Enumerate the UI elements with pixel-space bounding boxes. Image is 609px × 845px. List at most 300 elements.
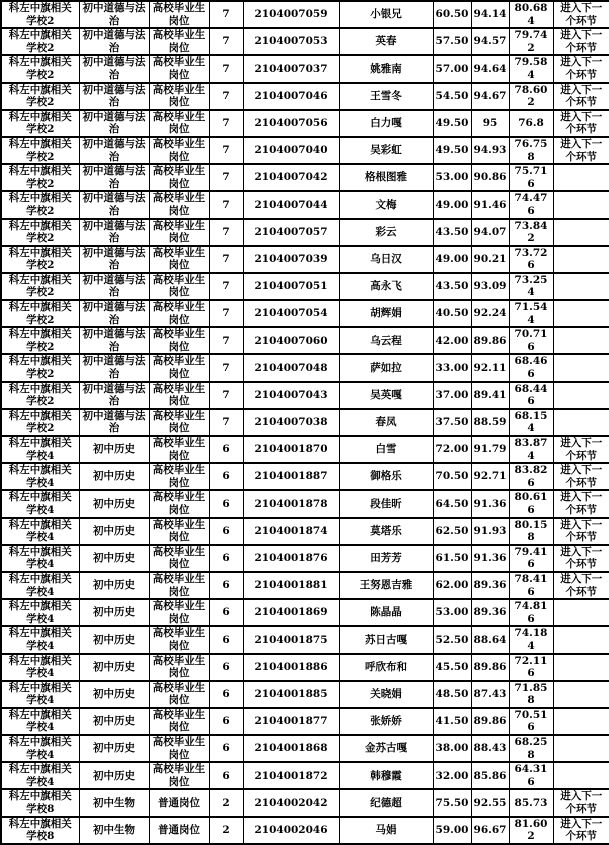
cell-status — [553, 626, 609, 653]
cell-name: 春凤 — [339, 409, 433, 436]
cell-name: 吴英嘎 — [339, 382, 433, 409]
cell-name: 小银兄 — [339, 1, 433, 28]
cell-id: 2104001878 — [243, 490, 339, 517]
cell-slots: 7 — [209, 1, 243, 28]
cell-score2: 89.86 — [471, 654, 509, 681]
cell-position: 高校毕业生岗位 — [149, 55, 209, 82]
score-table-body — [1, 1, 609, 844]
cell-status: 进入下一个环节 — [553, 436, 609, 463]
cell-status: 进入下一个环节 — [553, 817, 609, 844]
cell-status: 进入下一个环节 — [553, 55, 609, 82]
cell-id: 2104007048 — [243, 354, 339, 381]
cell-id: 2104007042 — [243, 164, 339, 191]
cell-total: 80.616 — [509, 490, 553, 517]
cell-status — [553, 164, 609, 191]
table-row — [1, 191, 609, 218]
cell-score2: 92.71 — [471, 463, 509, 490]
cell-slots: 6 — [209, 735, 243, 762]
cell-position: 高校毕业生岗位 — [149, 191, 209, 218]
cell-score2: 91.46 — [471, 191, 509, 218]
table-row — [1, 789, 609, 816]
cell-score2: 89.86 — [471, 708, 509, 735]
cell-total: 72.116 — [509, 654, 553, 681]
cell-score1: 57.00 — [433, 55, 471, 82]
table-row — [1, 490, 609, 517]
cell-score1: 32.00 — [433, 762, 471, 789]
cell-score1: 42.00 — [433, 327, 471, 354]
cell-status — [553, 382, 609, 409]
cell-slots: 7 — [209, 28, 243, 55]
cell-school: 科左中旗相关学校8 — [1, 817, 79, 844]
cell-slots: 6 — [209, 463, 243, 490]
cell-school: 科左中旗相关学校2 — [1, 382, 79, 409]
cell-school: 科左中旗相关学校2 — [1, 28, 79, 55]
cell-id: 2104001886 — [243, 654, 339, 681]
cell-slots: 7 — [209, 409, 243, 436]
cell-id: 2104001872 — [243, 762, 339, 789]
cell-status: 进入下一个环节 — [553, 1, 609, 28]
cell-name: 王雪冬 — [339, 83, 433, 110]
cell-total: 75.716 — [509, 164, 553, 191]
cell-score2: 94.57 — [471, 28, 509, 55]
cell-slots: 7 — [209, 273, 243, 300]
cell-status: 进入下一个环节 — [553, 545, 609, 572]
cell-subject: 初中道德与法治 — [79, 409, 149, 436]
cell-total: 74.816 — [509, 599, 553, 626]
cell-score2: 93.09 — [471, 273, 509, 300]
cell-position: 高校毕业生岗位 — [149, 490, 209, 517]
table-row — [1, 219, 609, 246]
cell-position: 高校毕业生岗位 — [149, 137, 209, 164]
cell-score1: 61.50 — [433, 545, 471, 572]
table-row — [1, 572, 609, 599]
cell-slots: 7 — [209, 83, 243, 110]
cell-name: 格根图雅 — [339, 164, 433, 191]
cell-score2: 85.86 — [471, 762, 509, 789]
cell-total: 83.826 — [509, 463, 553, 490]
cell-school: 科左中旗相关学校2 — [1, 246, 79, 273]
table-row — [1, 463, 609, 490]
table-row — [1, 708, 609, 735]
cell-slots: 6 — [209, 490, 243, 517]
cell-name: 张娇娇 — [339, 708, 433, 735]
cell-name: 吴彩虹 — [339, 137, 433, 164]
cell-score2: 94.14 — [471, 1, 509, 28]
cell-name: 乌日汉 — [339, 246, 433, 273]
cell-subject: 初中历史 — [79, 572, 149, 599]
cell-subject: 初中道德与法治 — [79, 354, 149, 381]
cell-subject: 初中历史 — [79, 545, 149, 572]
cell-id: 2104007044 — [243, 191, 339, 218]
cell-id: 2104001887 — [243, 463, 339, 490]
cell-position: 高校毕业生岗位 — [149, 164, 209, 191]
cell-subject: 初中历史 — [79, 762, 149, 789]
cell-name: 莫塔乐 — [339, 518, 433, 545]
cell-score1: 41.50 — [433, 708, 471, 735]
cell-score2: 92.24 — [471, 300, 509, 327]
cell-subject: 初中历史 — [79, 708, 149, 735]
cell-total: 76.758 — [509, 137, 553, 164]
cell-status — [553, 354, 609, 381]
cell-id: 2104001885 — [243, 681, 339, 708]
cell-score1: 53.00 — [433, 164, 471, 191]
cell-slots: 7 — [209, 246, 243, 273]
cell-id: 2104001881 — [243, 572, 339, 599]
cell-slots: 7 — [209, 300, 243, 327]
cell-name: 文梅 — [339, 191, 433, 218]
cell-score1: 59.00 — [433, 817, 471, 844]
cell-school: 科左中旗相关学校2 — [1, 1, 79, 28]
cell-score1: 57.50 — [433, 28, 471, 55]
cell-score2: 90.21 — [471, 246, 509, 273]
cell-name: 白雪 — [339, 436, 433, 463]
cell-total: 70.516 — [509, 708, 553, 735]
table-row — [1, 28, 609, 55]
cell-status — [553, 327, 609, 354]
cell-id: 2104007056 — [243, 110, 339, 137]
cell-subject: 初中道德与法治 — [79, 83, 149, 110]
cell-score1: 49.00 — [433, 246, 471, 273]
cell-name: 王努恩吉雅 — [339, 572, 433, 599]
table-row — [1, 382, 609, 409]
cell-position: 高校毕业生岗位 — [149, 518, 209, 545]
table-row — [1, 762, 609, 789]
cell-subject: 初中道德与法治 — [79, 164, 149, 191]
cell-score1: 37.00 — [433, 382, 471, 409]
cell-school: 科左中旗相关学校4 — [1, 681, 79, 708]
cell-subject: 初中道德与法治 — [79, 219, 149, 246]
cell-total: 79.584 — [509, 55, 553, 82]
table-row — [1, 735, 609, 762]
cell-school: 科左中旗相关学校2 — [1, 191, 79, 218]
cell-score2: 94.93 — [471, 137, 509, 164]
cell-school: 科左中旗相关学校4 — [1, 599, 79, 626]
cell-subject: 初中历史 — [79, 518, 149, 545]
cell-position: 高校毕业生岗位 — [149, 762, 209, 789]
cell-score1: 62.00 — [433, 572, 471, 599]
cell-id: 2104007040 — [243, 137, 339, 164]
cell-subject: 初中生物 — [79, 817, 149, 844]
table-row — [1, 409, 609, 436]
cell-name: 彩云 — [339, 219, 433, 246]
table-row — [1, 300, 609, 327]
cell-position: 高校毕业生岗位 — [149, 681, 209, 708]
cell-name: 苏日古嘎 — [339, 626, 433, 653]
cell-subject: 初中历史 — [79, 654, 149, 681]
cell-total: 83.874 — [509, 436, 553, 463]
cell-name: 田芳芳 — [339, 545, 433, 572]
cell-id: 2104007038 — [243, 409, 339, 436]
cell-score2: 90.86 — [471, 164, 509, 191]
cell-subject: 初中历史 — [79, 599, 149, 626]
cell-status: 进入下一个环节 — [553, 518, 609, 545]
cell-status: 进入下一个环节 — [553, 28, 609, 55]
cell-score1: 60.50 — [433, 1, 471, 28]
cell-school: 科左中旗相关学校4 — [1, 708, 79, 735]
cell-subject: 初中道德与法治 — [79, 382, 149, 409]
cell-subject: 初中道德与法治 — [79, 1, 149, 28]
cell-score1: 64.50 — [433, 490, 471, 517]
cell-score2: 89.86 — [471, 327, 509, 354]
cell-total: 80.684 — [509, 1, 553, 28]
cell-score1: 49.50 — [433, 137, 471, 164]
cell-subject: 初中道德与法治 — [79, 55, 149, 82]
cell-slots: 7 — [209, 354, 243, 381]
cell-score1: 75.50 — [433, 789, 471, 816]
cell-subject: 初中道德与法治 — [79, 273, 149, 300]
cell-score1: 48.50 — [433, 681, 471, 708]
cell-slots: 7 — [209, 382, 243, 409]
cell-school: 科左中旗相关学校2 — [1, 110, 79, 137]
cell-score1: 62.50 — [433, 518, 471, 545]
cell-subject: 初中道德与法治 — [79, 28, 149, 55]
cell-slots: 6 — [209, 762, 243, 789]
cell-id: 2104007039 — [243, 246, 339, 273]
cell-score1: 37.50 — [433, 409, 471, 436]
cell-score2: 96.67 — [471, 817, 509, 844]
cell-subject: 初中历史 — [79, 490, 149, 517]
cell-position: 高校毕业生岗位 — [149, 382, 209, 409]
cell-name: 段佳昕 — [339, 490, 433, 517]
cell-id: 2104007057 — [243, 219, 339, 246]
cell-status — [553, 654, 609, 681]
cell-total: 74.184 — [509, 626, 553, 653]
cell-name: 乌云程 — [339, 327, 433, 354]
cell-score1: 70.50 — [433, 463, 471, 490]
cell-id: 2104001875 — [243, 626, 339, 653]
cell-id: 2104007037 — [243, 55, 339, 82]
cell-name: 金苏古嘎 — [339, 735, 433, 762]
cell-status: 进入下一个环节 — [553, 789, 609, 816]
cell-subject: 初中道德与法治 — [79, 191, 149, 218]
cell-slots: 6 — [209, 518, 243, 545]
cell-total: 79.742 — [509, 28, 553, 55]
cell-position: 高校毕业生岗位 — [149, 545, 209, 572]
cell-status: 进入下一个环节 — [553, 137, 609, 164]
cell-name: 陈晶晶 — [339, 599, 433, 626]
cell-id: 2104007053 — [243, 28, 339, 55]
cell-slots: 7 — [209, 110, 243, 137]
cell-score1: 53.00 — [433, 599, 471, 626]
table-row — [1, 273, 609, 300]
cell-position: 高校毕业生岗位 — [149, 409, 209, 436]
cell-position: 高校毕业生岗位 — [149, 708, 209, 735]
cell-slots: 2 — [209, 789, 243, 816]
cell-position: 高校毕业生岗位 — [149, 599, 209, 626]
cell-score2: 92.55 — [471, 789, 509, 816]
cell-subject: 初中道德与法治 — [79, 327, 149, 354]
cell-name: 白力嘎 — [339, 110, 433, 137]
cell-score2: 94.07 — [471, 219, 509, 246]
cell-subject: 初中历史 — [79, 735, 149, 762]
cell-total: 78.416 — [509, 572, 553, 599]
cell-status — [553, 409, 609, 436]
cell-status — [553, 273, 609, 300]
cell-position: 高校毕业生岗位 — [149, 83, 209, 110]
cell-subject: 初中道德与法治 — [79, 110, 149, 137]
cell-total: 80.158 — [509, 518, 553, 545]
cell-school: 科左中旗相关学校2 — [1, 164, 79, 191]
table-row — [1, 137, 609, 164]
cell-score2: 88.43 — [471, 735, 509, 762]
cell-position: 高校毕业生岗位 — [149, 354, 209, 381]
cell-score2: 94.64 — [471, 55, 509, 82]
cell-score1: 40.50 — [433, 300, 471, 327]
cell-school: 科左中旗相关学校4 — [1, 545, 79, 572]
cell-slots: 6 — [209, 436, 243, 463]
cell-score2: 88.59 — [471, 409, 509, 436]
cell-total: 81.602 — [509, 817, 553, 844]
cell-school: 科左中旗相关学校4 — [1, 626, 79, 653]
cell-total: 73.842 — [509, 219, 553, 246]
cell-score2: 95 — [471, 110, 509, 137]
cell-slots: 6 — [209, 545, 243, 572]
cell-school: 科左中旗相关学校2 — [1, 137, 79, 164]
cell-slots: 6 — [209, 626, 243, 653]
table-row — [1, 518, 609, 545]
cell-score1: 45.50 — [433, 654, 471, 681]
cell-status — [553, 219, 609, 246]
cell-status — [553, 735, 609, 762]
cell-score1: 33.00 — [433, 354, 471, 381]
cell-subject: 初中道德与法治 — [79, 246, 149, 273]
cell-score2: 91.36 — [471, 545, 509, 572]
cell-school: 科左中旗相关学校4 — [1, 463, 79, 490]
cell-name: 英春 — [339, 28, 433, 55]
cell-name: 马娟 — [339, 817, 433, 844]
cell-id: 2104001876 — [243, 545, 339, 572]
cell-total: 68.154 — [509, 409, 553, 436]
cell-name: 关晓娟 — [339, 681, 433, 708]
cell-total: 68.446 — [509, 382, 553, 409]
cell-total: 85.73 — [509, 789, 553, 816]
table-row — [1, 354, 609, 381]
cell-slots: 6 — [209, 708, 243, 735]
cell-total: 73.254 — [509, 273, 553, 300]
cell-school: 科左中旗相关学校2 — [1, 273, 79, 300]
table-row — [1, 1, 609, 28]
cell-school: 科左中旗相关学校2 — [1, 354, 79, 381]
cell-name: 呼欣布和 — [339, 654, 433, 681]
cell-position: 高校毕业生岗位 — [149, 300, 209, 327]
cell-status: 进入下一个环节 — [553, 490, 609, 517]
cell-status — [553, 246, 609, 273]
cell-school: 科左中旗相关学校2 — [1, 55, 79, 82]
cell-total: 78.602 — [509, 83, 553, 110]
cell-score2: 89.36 — [471, 599, 509, 626]
cell-score1: 49.50 — [433, 110, 471, 137]
cell-subject: 初中道德与法治 — [79, 300, 149, 327]
table-row — [1, 246, 609, 273]
cell-position: 高校毕业生岗位 — [149, 654, 209, 681]
table-row — [1, 817, 609, 844]
cell-name: 姚雅南 — [339, 55, 433, 82]
cell-score2: 91.93 — [471, 518, 509, 545]
cell-score2: 92.11 — [471, 354, 509, 381]
cell-id: 2104007054 — [243, 300, 339, 327]
cell-score2: 88.64 — [471, 626, 509, 653]
cell-id: 2104007060 — [243, 327, 339, 354]
cell-status — [553, 708, 609, 735]
cell-subject: 初中历史 — [79, 463, 149, 490]
cell-status: 进入下一个环节 — [553, 572, 609, 599]
cell-subject: 初中生物 — [79, 789, 149, 816]
cell-position: 高校毕业生岗位 — [149, 572, 209, 599]
cell-position: 高校毕业生岗位 — [149, 219, 209, 246]
table-row — [1, 626, 609, 653]
cell-position: 高校毕业生岗位 — [149, 246, 209, 273]
cell-subject: 初中历史 — [79, 681, 149, 708]
cell-position: 高校毕业生岗位 — [149, 463, 209, 490]
cell-id: 2104007059 — [243, 1, 339, 28]
cell-school: 科左中旗相关学校2 — [1, 409, 79, 436]
cell-slots: 2 — [209, 817, 243, 844]
cell-status — [553, 300, 609, 327]
cell-school: 科左中旗相关学校4 — [1, 654, 79, 681]
cell-slots: 6 — [209, 654, 243, 681]
cell-slots: 7 — [209, 327, 243, 354]
cell-score1: 54.50 — [433, 83, 471, 110]
cell-score1: 72.00 — [433, 436, 471, 463]
cell-score1: 43.50 — [433, 273, 471, 300]
cell-total: 71.544 — [509, 300, 553, 327]
cell-slots: 7 — [209, 55, 243, 82]
cell-slots: 6 — [209, 599, 243, 626]
cell-id: 2104007051 — [243, 273, 339, 300]
cell-school: 科左中旗相关学校2 — [1, 219, 79, 246]
cell-id: 2104007046 — [243, 83, 339, 110]
table-row — [1, 599, 609, 626]
cell-position: 普通岗位 — [149, 789, 209, 816]
cell-slots: 7 — [209, 137, 243, 164]
cell-position: 高校毕业生岗位 — [149, 626, 209, 653]
cell-id: 2104001877 — [243, 708, 339, 735]
cell-position: 普通岗位 — [149, 817, 209, 844]
cell-score2: 94.67 — [471, 83, 509, 110]
cell-slots: 7 — [209, 191, 243, 218]
cell-status — [553, 191, 609, 218]
cell-total: 76.8 — [509, 110, 553, 137]
cell-total: 70.716 — [509, 327, 553, 354]
cell-score1: 43.50 — [433, 219, 471, 246]
cell-total: 68.466 — [509, 354, 553, 381]
cell-score2: 89.41 — [471, 382, 509, 409]
cell-status: 进入下一个环节 — [553, 463, 609, 490]
cell-position: 高校毕业生岗位 — [149, 1, 209, 28]
cell-school: 科左中旗相关学校2 — [1, 83, 79, 110]
cell-id: 2104001868 — [243, 735, 339, 762]
cell-name: 纪德超 — [339, 789, 433, 816]
cell-score1: 38.00 — [433, 735, 471, 762]
cell-id: 2104001874 — [243, 518, 339, 545]
cell-school: 科左中旗相关学校4 — [1, 572, 79, 599]
cell-score2: 91.36 — [471, 490, 509, 517]
cell-total: 73.726 — [509, 246, 553, 273]
cell-school: 科左中旗相关学校8 — [1, 789, 79, 816]
cell-status: 进入下一个环节 — [553, 110, 609, 137]
cell-score1: 52.50 — [433, 626, 471, 653]
table-row — [1, 436, 609, 463]
table-row — [1, 164, 609, 191]
cell-name: 萨如拉 — [339, 354, 433, 381]
cell-total: 79.416 — [509, 545, 553, 572]
cell-position: 高校毕业生岗位 — [149, 436, 209, 463]
cell-id: 2104002042 — [243, 789, 339, 816]
cell-score2: 91.79 — [471, 436, 509, 463]
cell-school: 科左中旗相关学校4 — [1, 735, 79, 762]
cell-score2: 87.43 — [471, 681, 509, 708]
cell-subject: 初中历史 — [79, 626, 149, 653]
